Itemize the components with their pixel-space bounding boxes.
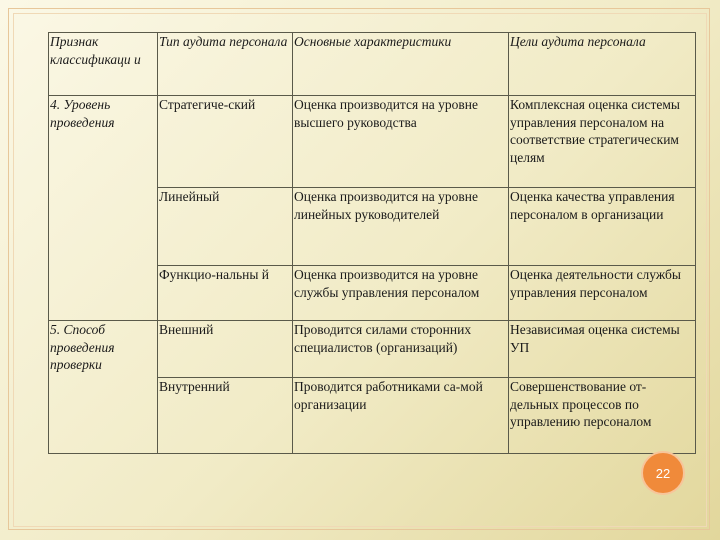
table-header-row — [49, 33, 696, 96]
goal-cell: Оценка качества управления персоналом в организации — [509, 188, 696, 266]
header-goals: Цели аудита персонала — [509, 33, 696, 96]
audit-type-cell: Функцио-нальны й — [158, 266, 293, 321]
characteristics-cell: Проводится работниками са-мой организации — [293, 378, 509, 454]
audit-type-cell: Стратегиче-ский — [158, 96, 293, 188]
audit-type-cell: Внешний — [158, 321, 293, 378]
goal-cell: Совершенствование от-дельных процессов по управлению персоналом — [509, 378, 696, 454]
header-characteristics: Основные характеристики — [293, 33, 509, 96]
page-number-badge: 22 — [641, 451, 685, 495]
audit-type-cell: Внутренний — [158, 378, 293, 454]
characteristics-cell: Оценка производится на уровне линейных руководителей — [293, 188, 509, 266]
goal-cell: Независимая оценка системы УП — [509, 321, 696, 378]
characteristics-cell: Оценка производится на уровне службы управления персоналом — [293, 266, 509, 321]
criterion-cell: 5. Способ проведения проверки — [49, 321, 158, 454]
characteristics-cell: Оценка производится на уровне высшего руководства — [293, 96, 509, 188]
goal-cell: Комплексная оценка системы управления персоналом на соответствие стратегическим целям — [509, 96, 696, 188]
characteristics-cell: Проводится силами сторонних специалистов (организаций) — [293, 321, 509, 378]
header-criterion: Признак классификаци и — [49, 33, 158, 96]
header-audit-type: Тип аудита персонала — [158, 33, 293, 96]
criterion-cell: 4. Уровень проведения — [49, 96, 158, 321]
audit-type-cell: Линейный — [158, 188, 293, 266]
table-row — [49, 96, 696, 188]
goal-cell: Оценка деятельности службы управления персоналом — [509, 266, 696, 321]
audit-classification-table — [48, 32, 696, 454]
table-row — [49, 321, 696, 378]
